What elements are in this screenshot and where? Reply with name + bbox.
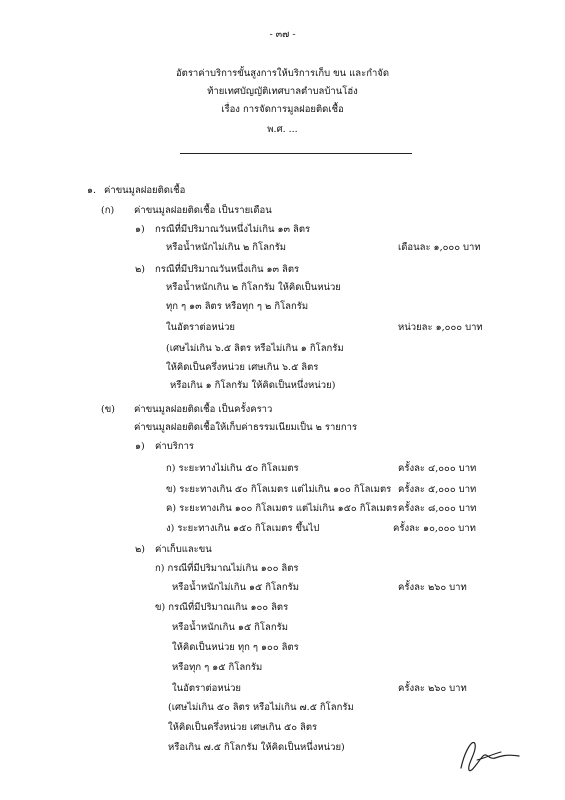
a-item2-number: ๒) xyxy=(135,264,145,275)
b-distance-rate: ครั้งละ ๔,๐๐๐ บาท xyxy=(398,463,477,474)
a-item2-line: ทุก ๆ ๑๓ ลิตร หรือทุก ๆ ๒ กิโลกรัม xyxy=(166,301,309,312)
header-year: พ.ศ. ... xyxy=(267,124,298,135)
b-distance-row: ข) ระยะทางเกิน ๕๐ กิโลเมตร แต่ไม่เกิน ๑๐๐ กิโลเมตร xyxy=(166,484,392,495)
signature-image xyxy=(455,730,525,775)
b-item2-line: หรือเกิน ๗.๕ กิโลกรัม ให้คิดเป็นหนึ่งหน่วย) xyxy=(168,742,345,753)
b-item2-line: (เศษไม่เกิน ๕๐ ลิตร หรือไม่เกิน ๗.๕ กิโลกรัม xyxy=(168,702,354,713)
a-item1-rate: เดือนละ ๑,๐๐๐ บาท xyxy=(398,242,481,253)
a-item2-line: (เศษไม่เกิน ๖.๕ ลิตร หรือไม่เกิน ๑ กิโลกรัม xyxy=(166,343,344,354)
subsection-a-title: ค่าขนมูลฝอยติดเชื้อ เป็นรายเดือน xyxy=(134,205,272,216)
b-item2-line: ข) กรณีที่มีปริมาณเกิน ๑๐๐ ลิตร xyxy=(155,602,289,613)
b-distance-row: ก) ระยะทางไม่เกิน ๕๐ กิโลเมตร xyxy=(166,463,299,474)
b-item1-number: ๑) xyxy=(135,441,145,452)
header-subtitle: ท้ายเทศบัญญัติเทศบาลตำบลบ้านโฮ่ง xyxy=(207,86,358,97)
header-divider xyxy=(180,153,412,154)
section-number: ๑. xyxy=(87,185,97,196)
a-item1-number: ๑) xyxy=(135,224,145,235)
b-item2-rate: ครั้งละ ๒๖๐ บาท xyxy=(398,683,467,694)
b-item2-number: ๒) xyxy=(135,544,145,555)
a-item2-line: หรือน้ำหนักเกิน ๒ กิโลกรัม ให้คิดเป็นหน่วย xyxy=(166,282,341,293)
a-item2-line: ให้คิดเป็นครึ่งหน่วย เศษเกิน ๖.๕ ลิตร xyxy=(166,362,319,373)
a-item1-line: หรือน้ำหนักไม่เกิน ๒ กิโลกรัม xyxy=(166,242,287,253)
header-title: อัตราค่าบริการขั้นสูงการให้บริการเก็บ ขน และกำจัด xyxy=(175,68,390,79)
b-item2-line: หรือน้ำหนักไม่เกิน ๑๕ กิโลกรัม xyxy=(172,582,299,593)
section-title: ค่าขนมูลฝอยติดเชื้อ xyxy=(104,185,186,196)
b-item2-title: ค่าเก็บและขน xyxy=(155,544,212,555)
subsection-b-number: (ข) xyxy=(101,404,115,415)
subsection-b-subtitle: ค่าขนมูลฝอยติดเชื้อให้เก็บค่าธรรมเนียมเป็น ๒ รายการ xyxy=(134,422,358,433)
a-item2-line: กรณีที่มีปริมาณวันหนึ่งเกิน ๑๓ ลิตร xyxy=(155,264,300,275)
header-subject: เรื่อง การจัดการมูลฝอยติดเชื้อ xyxy=(221,104,344,115)
a-item2-line: ในอัตราต่อหน่วย xyxy=(166,322,235,333)
b-item2-line: ให้คิดเป็นครึ่งหน่วย เศษเกิน ๕๐ ลิตร xyxy=(168,722,318,733)
b-distance-rate: ครั้งละ ๕,๐๐๐ บาท xyxy=(398,484,477,495)
page-number: - ๓๗ - xyxy=(269,29,296,40)
a-item2-rate: หน่วยละ ๑,๐๐๐ บาท xyxy=(398,322,483,333)
b-distance-row: ค) ระยะทางเกิน ๑๐๐ กิโลเมตร แต่ไม่เกิน ๑๕๐ กิโลเมตร xyxy=(166,503,398,514)
subsection-a-number: (ก) xyxy=(101,205,115,216)
b-distance-rate: ครั้งละ ๑๐,๐๐๐ บาท xyxy=(393,523,476,534)
a-item2-line: หรือเกิน ๑ กิโลกรัม ให้คิดเป็นหนึ่งหน่วย) xyxy=(170,380,336,391)
b-distance-rate: ครั้งละ ๘,๐๐๐ บาท xyxy=(398,503,477,514)
b-item2-line: หรือทุก ๆ ๑๕ กิโลกรัม xyxy=(172,662,263,673)
b-item2-line: หรือน้ำหนักเกิน ๑๕ กิโลกรัม xyxy=(172,622,288,633)
a-item1-line: กรณีที่มีปริมาณวันหนึ่งไม่เกิน ๑๓ ลิตร xyxy=(155,224,311,235)
b-item2-line: ก) กรณีที่มีปริมาณไม่เกิน ๑๐๐ ลิตร xyxy=(155,563,299,574)
b-item2-rate: ครั้งละ ๒๖๐ บาท xyxy=(398,582,467,593)
b-item2-line: ในอัตราต่อหน่วย xyxy=(172,683,241,694)
b-item2-line: ให้คิดเป็นหน่วย ทุก ๆ ๑๐๐ ลิตร xyxy=(172,642,299,653)
b-distance-row: ง) ระยะทางเกิน ๑๕๐ กิโลเมตร ขึ้นไป xyxy=(166,523,320,534)
b-item1-title: ค่าบริการ xyxy=(155,441,195,452)
subsection-b-title: ค่าขนมูลฝอยติดเชื้อ เป็นครั้งคราว xyxy=(134,404,273,415)
